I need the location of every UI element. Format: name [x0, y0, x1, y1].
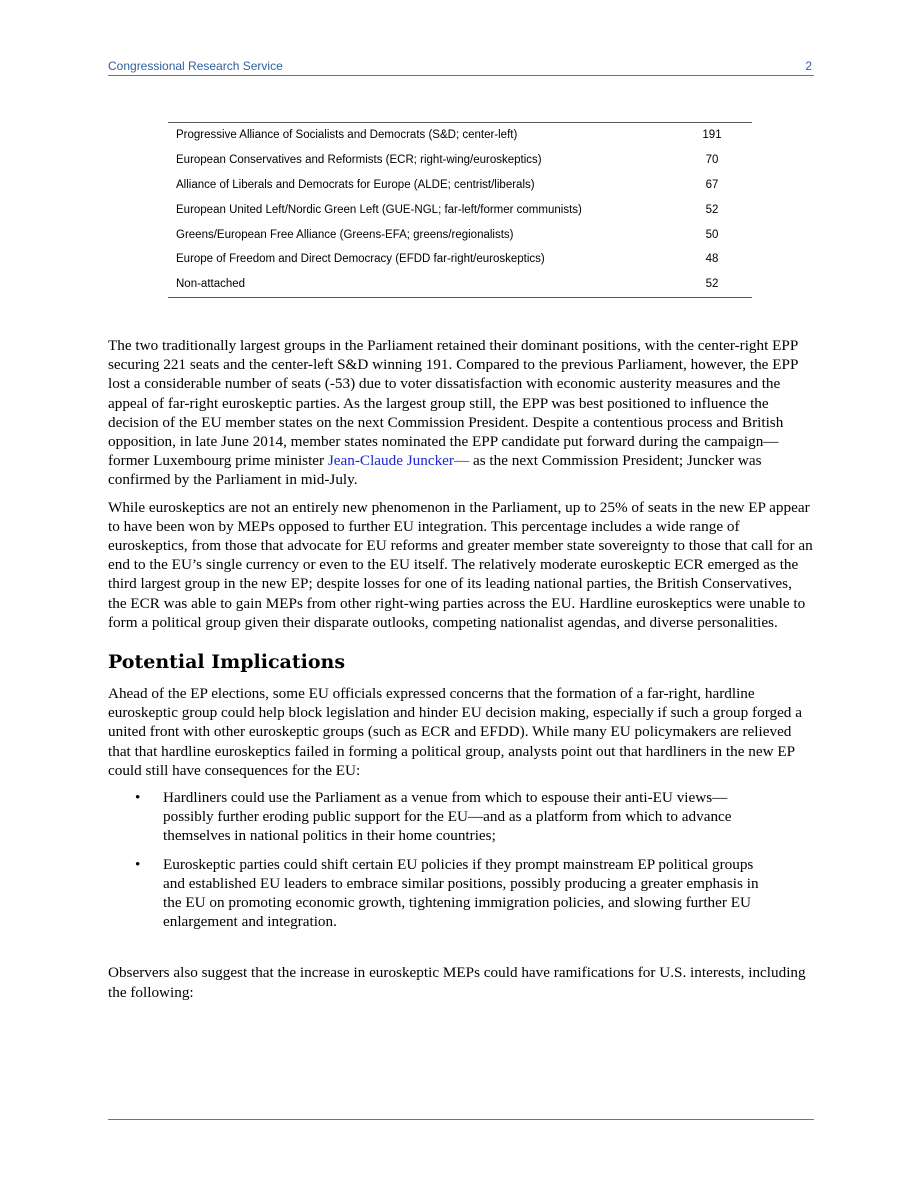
group-name: European Conservatives and Reformists (ECR; right-wing/euroskeptics) [176, 154, 542, 167]
group-name: Europe of Freedom and Direct Democracy (EFDD far-right/euroskeptics) [176, 253, 545, 266]
body-content [108, 336, 814, 1010]
seat-count: 50 [705, 228, 719, 241]
group-name: Alliance of Liberals and Democrats for Europe (ALDE; centrist/liberals) [176, 178, 535, 191]
list-item [108, 788, 814, 846]
paragraph-epp [108, 336, 814, 490]
list-item [108, 855, 814, 932]
page-header [108, 57, 814, 76]
table-row [168, 272, 752, 297]
header-org: Congressional Research Service [108, 59, 283, 73]
group-name: Non-attached [176, 278, 246, 291]
paragraph-implications: Ahead of the EP elections, some EU officials expressed concerns that the formation of a far-right, hardline euroskeptic group could help block legislation and hinder EU decision making, especially if such a group forged a united front with other euroskeptic groups (such as ECR and EFDD). While many EU policymakers are relieved that that hardline euroskeptics failed in forming a political group, analysts point out that hardliners in the new EP could still have consequences for the EU: [108, 685, 802, 779]
seat-count: 67 [705, 178, 719, 191]
seat-count: 191 [702, 129, 722, 142]
table-row [168, 197, 752, 222]
seat-count: 52 [705, 278, 719, 291]
juncker-link[interactable]: Jean-Claude Juncker— [327, 452, 470, 470]
seat-count: 70 [705, 154, 719, 167]
group-name: Greens/European Free Alliance (Greens-EFA; greens/regionalists) [176, 228, 514, 241]
bullet-icon: • [135, 855, 141, 873]
seats-table [168, 122, 752, 298]
paragraph-text: as the next Commission President; Juncker was confirmed by the Parliament in mid-July. [108, 452, 762, 489]
footer-divider [108, 1119, 814, 1120]
section-heading: Potential Implications [108, 651, 346, 674]
seat-count: 48 [705, 253, 719, 266]
table-row [168, 123, 752, 148]
group-name: European United Left/Nordic Green Left (GUE-NGL; far-left/former communists) [176, 203, 582, 216]
table-row [168, 222, 752, 247]
table-row [168, 173, 752, 198]
list-item-text: Euroskeptic parties could shift certain EU policies if they prompt mainstream EP political groups and established EU leaders to embrace similar positions, possibly producing a greater emphasis in the EU on promoting economic growth, tightening immigration policies, and slowing further EU enlargement and integration. [163, 855, 759, 931]
paragraph-observers: Observers also suggest that the increase in euroskeptic MEPs could have ramifications for U.S. interests, including the following: [108, 964, 806, 1001]
bullet-icon: • [135, 789, 141, 807]
list-item-text: Hardliners could use the Parliament as a venue from which to espouse their anti-EU views—possibly further eroding public support for the EU—and as a platform from which to advance themselves in national politics in their home countries; [163, 789, 732, 845]
table-row [168, 247, 752, 272]
group-name: Progressive Alliance of Socialists and Democrats (S&D; center-left) [176, 129, 518, 142]
seat-count: 52 [705, 203, 719, 216]
page-number: 2 [805, 59, 812, 73]
paragraph-euroskeptics: While euroskeptics are not an entirely new phenomenon in the Parliament, up to 25% of seats in the new EP appear to have been won by MEPs opposed to further EU integration. This percentage includes a wide range of euroskeptics, from those that advocate for EU reforms and greater member state sovereignty to those that call for an end to the EU’s single currency or even to the EU itself. The relatively moderate euroskeptic ECR emerged as the third largest group in the new EP; despite losses for one of its leading national parties, the British Conservatives, the ECR was able to gain MEPs from other right-wing parties across the EU. Hardline euroskeptics were unable to form a political group given their disparate outlooks, competing nationalist agendas, and diverse personalities. [108, 498, 813, 631]
table-row [168, 148, 752, 173]
implications-list [108, 788, 814, 931]
paragraph-text: The two traditionally largest groups in the Parliament retained their dominant positions, with the center-right EPP securing 221 seats and the center-left S&D winning 191. Compared to the previous Parliament, however, the EPP lost a considerable number of seats (-53) due to voter dissatisfaction with economic austerity measures and the appeal of far-right euroskeptic parties. As the largest group still, the EPP was best positioned to influence the decision of the EU member states on the next Commission President. Despite a contentious process and British opposition, in late June 2014, member states nominated the EPP candidate put forward during the campaign—former Luxembourg prime minister [108, 337, 798, 470]
